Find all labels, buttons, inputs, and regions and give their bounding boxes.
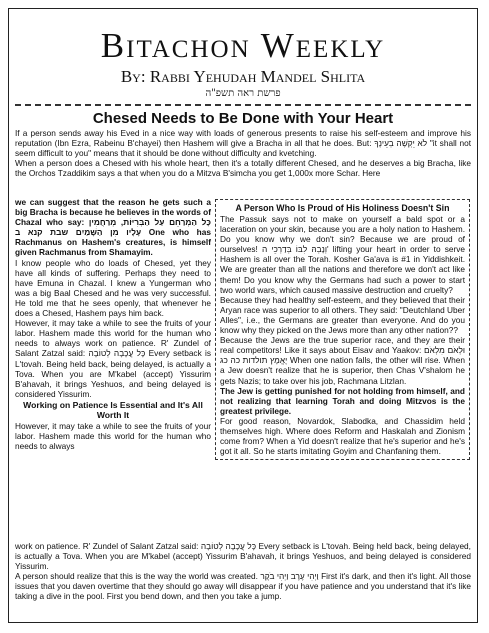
box-paragraph-2: Because they had healthy self-esteem, and they believed that their Aryan race was superior to all others. They said: "Deutchland Uber Alles", i.e., the Germans are greater than everyone. And do you know why they picked on the Jews more than any other nation?? (220, 294, 465, 336)
closing-paragraph-2: A person should realize that this is the way the world was created. וַיְהִי עֶרֶב וַיְהִי בֹקֶר First it's dark, and then it's light. All those issues that you daven overtime that they should go away will disappear if you have patience and you understand that it's like taking a dive in the pool. First you bend down, and then you take a jump. (15, 571, 471, 602)
parsha-line: פרשת ראה תשפ"ה (205, 88, 281, 99)
section-subheading: Working on Patience Is Essential and It's All Worth It (23, 399, 203, 421)
intro-paragraph-2: When a person does a Chesed with his whole heart, then it's a totally different Chesed, and he deserves a big Bracha, like the Orchos Tzaddikim says a that when you do a Mitzva B'simcha you get 1,000x more Schar. Here (15, 158, 471, 179)
left-column (15, 197, 211, 452)
left-paragraph-4: However, it may take a while to see the fruits of your labor. Hashem made this world for the human who needs to always (15, 421, 211, 452)
masthead-divider (15, 104, 471, 106)
article-headline: Chesed Needs to Be Done with Your Heart (92, 110, 394, 127)
newsletter-title: Bitachon Weekly (100, 26, 386, 65)
intro-paragraph-1: If a person sends away his Eved in a nice way with loads of generous presents to raise his self-esteem and improve his reputation (Ibn Ezra, Rabeinu B'chayei) then Hashem will give a Bracha in all that he does. But: לֹא יֵקְשֶׁה בְעֵינֶךָ "it shall not seem difficult to you" means that it should be done without difficulty and kvetching. (15, 128, 472, 159)
closing-section (9, 541, 477, 602)
masthead (9, 27, 477, 100)
newsletter-page (8, 8, 478, 623)
left-paragraph-1: we can suggest that the reason he gets such a big Bracha is because he believes in the words of Chazal who say: כָּל הַמְרַחֵם עַל הַבְּרִיּוֹת, מְרַחֲמִין עָלָיו מִן הַשָּׁמַיִם שבת קנא ב One who has Rachmanus on Hashem's creatures, is himself given Rachmanus from Shamayim. (15, 197, 211, 258)
left-paragraph-3: However, it may take a while to see the fruits of your labor. Hashem made this world for the human who needs to always work on patience. R' Zundel of Salant Zatzal said: כָּל עֲכָבָה לְטוֹבָה Every setback is L'tovah. Being held back, being delayed, is actually a Tova. When you are M'kabel (accept) Yissurim B'ahavah, it brings Yeshuos, and being delayed is considered Yissurim. (15, 318, 211, 399)
box-paragraph-1: The Passuk says not to make on yourself a bald spot or a laceration on your skin, because you are a holy nation to Hashem. Do you know why we don't sin? Because we are proud of ourselves! וְנָבְהּ לִבּוֹ בְּדַרְכֵי ה' lifting your heart in order to serve Hashem is all over the Torah. Kosher Ga'ava is #1 in Yiddishkeit. We are greater than all the nations and therefore we don't act like them! Do you know why the Germans had such a power to start two world wars, which caused massive destruction and cruelty? (220, 214, 465, 295)
box-paragraph-3: Because the Jews are the true superior race, and they are their real competitors! Like it says about Eisav and Yaakov: וּלְאֹם מִלְאֹם יֶאֱמָץ תולדות כה כג When one nation falls, the other will rise. When a Jew doesn't realize that he is superior, then Chas V'shalom he gets Nazis; to take over his job, Rachmana Litzlan. (220, 335, 465, 386)
author-line: By: Rabbi Yehudah Mandel Shlita (120, 67, 366, 86)
sidebar-box-title: A Person Who Is Proud of His Holiness Doesn't Sin (235, 203, 450, 213)
box-paragraph-4: The Jew is getting punished for not holding from himself, and not realizing that learning Torah and doing Mitzvos is the greatest privilege. (220, 385, 465, 416)
left-paragraph-2: I know people who do loads of Chesed, yet they have all kinds of suffering. Perhaps they need to have Emuna in Chazal. I knew a Yungerman who was a big Baal Chesed and he was very successful. He told me that he sees openly, that whenever he does a Chesed, Hashem pays him back. (15, 257, 211, 319)
box-paragraph-5: For good reason, Novardok, Slabodka, and Chassidim held themselves high. Where does Reform and Haskalah and Zionism come from? When a Yid doesn't realize that he's superior and he's got it all. So he starts imitating Goyim and Chanfaning them. (220, 415, 465, 457)
closing-paragraph-1: work on patience. R' Zundel of Salant Zatzal said: כָּל עֲכָבָה לְטוֹבָה Every setback is L'tovah. Being held back, being delayed, is actually a Tova. When you are M'kabel (accept) Yissurim B'ahavah, it brings Yeshuos, and being delayed is considered Yissurim. (15, 541, 471, 572)
sidebar-box (215, 199, 470, 460)
